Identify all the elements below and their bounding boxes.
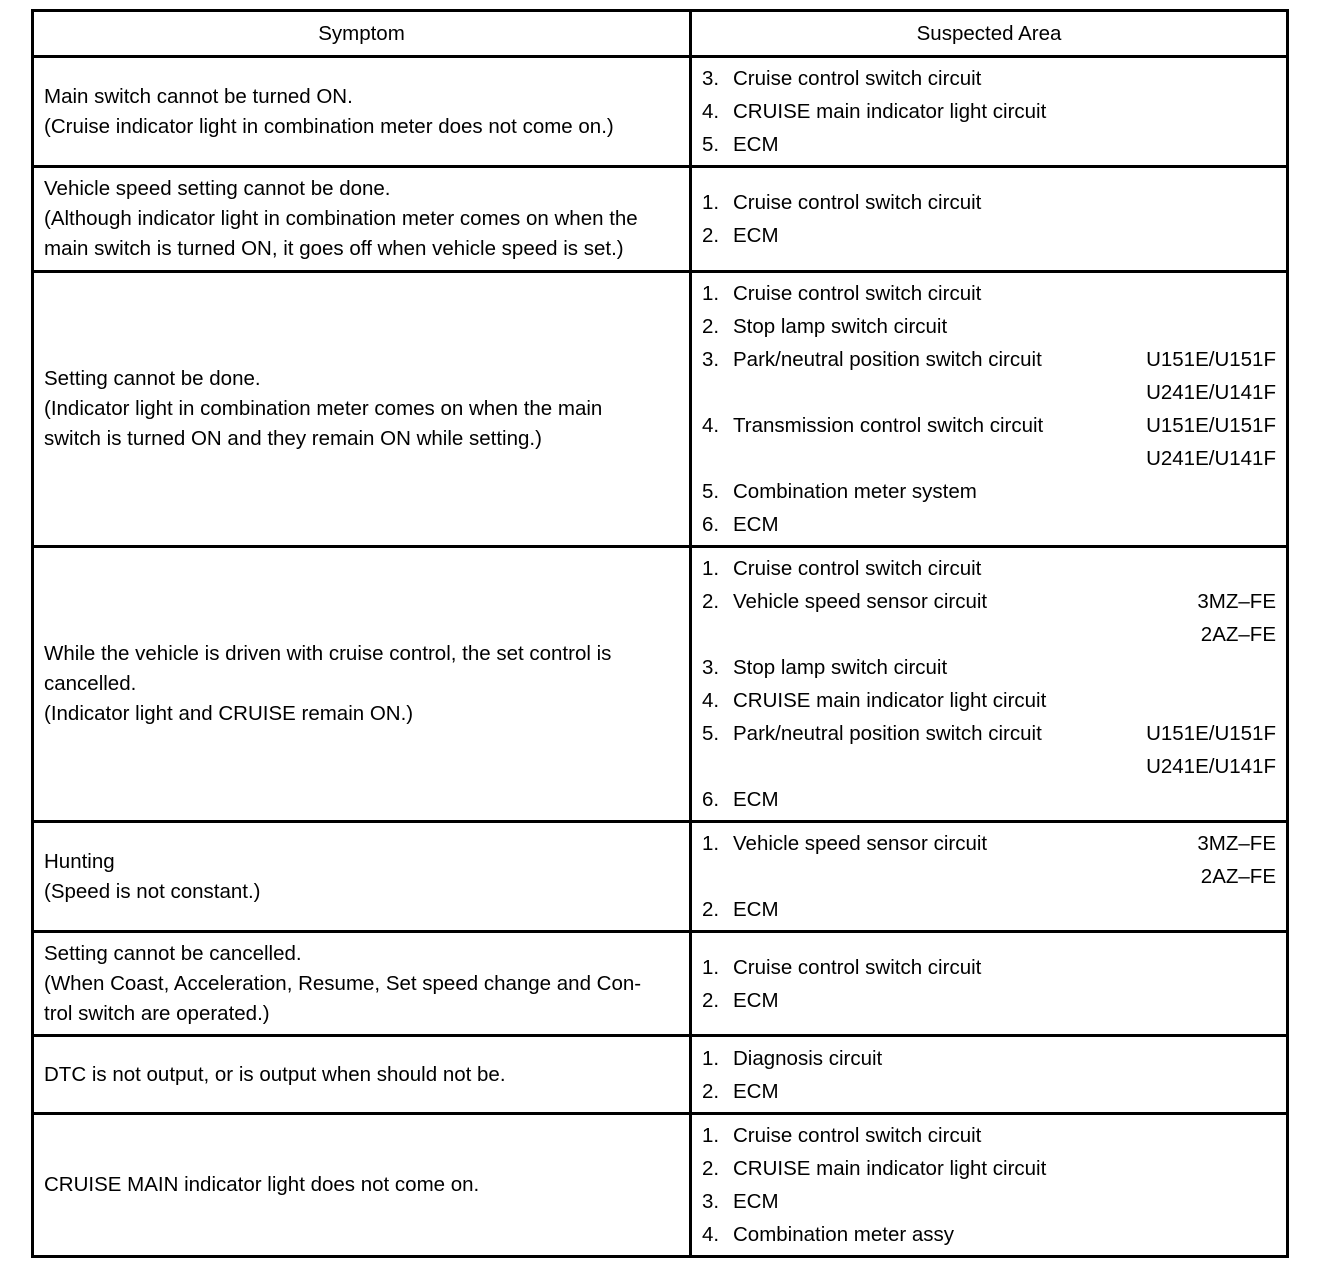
item-number: 6. (702, 788, 720, 811)
item-text: CRUISE main indicator light circuit (733, 1157, 1047, 1180)
item-number: 2. (702, 898, 720, 921)
symptom-text: cancelled. (44, 672, 137, 695)
suspected-area-item (702, 585, 1276, 618)
symptom-text: Vehicle speed setting cannot be done. (44, 177, 391, 200)
item-text: Stop lamp switch circuit (733, 315, 948, 338)
symptom-text: main switch is turned ON, it goes off when vehicle speed is set.) (44, 237, 624, 260)
suspected-area-item (702, 219, 1276, 252)
item-text: ECM (733, 788, 779, 811)
suspected-area-item (702, 277, 1276, 310)
header-symptom: Symptom (34, 12, 692, 55)
model-code: U151E/U151F (1146, 722, 1276, 745)
symptom-cell (34, 823, 692, 930)
symptom-text: trol switch are operated.) (44, 1001, 270, 1025)
symptom-cell (34, 548, 692, 820)
item-number: 2. (702, 224, 720, 247)
suspected-area-cell (692, 1115, 1286, 1255)
item-number: 4. (702, 414, 720, 437)
item-number: 5. (702, 133, 720, 156)
symptom-text: While the vehicle is driven with cruise control, the set control is (44, 642, 612, 665)
table-row (34, 270, 1286, 545)
model-code: U241E/U141F (1146, 447, 1276, 470)
symptom-text: Hunting (44, 849, 115, 873)
item-number: 1. (702, 1046, 720, 1070)
suspected-area-item (702, 552, 1276, 585)
item-number: 1. (702, 955, 720, 979)
suspected-area-item (702, 95, 1276, 128)
symptom-cell (34, 58, 692, 165)
symptom-text: Setting cannot be done. (44, 367, 261, 390)
table-row (34, 1112, 1286, 1255)
suspected-area-item (702, 508, 1276, 541)
symptom-text: CRUISE MAIN indicator light does not come on. (44, 1173, 480, 1196)
item-number: 4. (702, 689, 720, 712)
item-number: 3. (702, 656, 720, 679)
item-number: 2. (702, 1157, 720, 1180)
suspected-area-item (702, 783, 1276, 816)
suspected-area-item (702, 409, 1276, 442)
item-number: 4. (702, 1223, 720, 1246)
item-text: CRUISE main indicator light circuit (733, 100, 1047, 123)
suspected-area-item (702, 186, 1276, 219)
suspected-area-item (702, 684, 1276, 717)
suspected-area-cell (692, 933, 1286, 1034)
table-row (34, 1034, 1286, 1112)
model-code: U151E/U151F (1146, 414, 1276, 437)
item-text: ECM (733, 898, 779, 921)
symptom-text: Main switch cannot be turned ON. (44, 84, 353, 108)
suspected-area-cell (692, 58, 1286, 165)
suspected-area-item (702, 984, 1276, 1017)
symptom-text: (Speed is not constant.) (44, 879, 261, 903)
symptom-cell (34, 168, 692, 270)
suspected-area-cell (692, 548, 1286, 820)
symptom-cell (34, 273, 692, 545)
item-number: 1. (702, 191, 720, 214)
suspected-area-cell (692, 273, 1286, 545)
symptom-cell (34, 1115, 692, 1255)
item-number: 6. (702, 513, 720, 536)
item-number: 1. (702, 832, 720, 855)
table-row (34, 820, 1286, 930)
item-text: ECM (733, 224, 779, 247)
item-text: Cruise control switch circuit (733, 955, 982, 979)
symptom-text: (When Coast, Acceleration, Resume, Set speed change and Con- (44, 971, 642, 995)
item-text: Cruise control switch circuit (733, 557, 982, 580)
suspected-area-item (702, 893, 1276, 926)
suspected-area-cell (692, 823, 1286, 930)
symptom-cell (34, 933, 692, 1034)
item-text: Vehicle speed sensor circuit (733, 590, 988, 613)
model-code: 3MZ–FE (1197, 590, 1276, 613)
item-text: Transmission control switch circuit (733, 414, 1044, 437)
item-text: ECM (733, 513, 779, 536)
model-code: 2AZ–FE (1200, 623, 1276, 646)
table-row (34, 545, 1286, 820)
item-text: Cruise control switch circuit (733, 67, 982, 90)
symptom-text: (Indicator light and CRUISE remain ON.) (44, 702, 414, 725)
item-number: 5. (702, 480, 720, 503)
table-row (34, 55, 1286, 165)
item-number: 2. (702, 315, 720, 338)
model-code: 2AZ–FE (1200, 865, 1276, 888)
item-text: Diagnosis circuit (733, 1046, 883, 1070)
suspected-area-item (702, 1075, 1276, 1108)
item-text: Combination meter assy (733, 1223, 955, 1246)
suspected-area-item (702, 310, 1276, 343)
suspected-area-item (702, 1185, 1276, 1218)
item-number: 2. (702, 988, 720, 1012)
item-text: Cruise control switch circuit (733, 191, 982, 214)
suspected-area-item (702, 717, 1276, 750)
item-text: ECM (733, 1079, 779, 1103)
symptom-text: Setting cannot be cancelled. (44, 941, 302, 965)
item-text: ECM (733, 133, 779, 156)
model-code: U241E/U141F (1146, 381, 1276, 404)
symptom-text: switch is turned ON and they remain ON while setting.) (44, 427, 542, 450)
item-text: Combination meter system (733, 480, 977, 503)
suspected-area-item (702, 62, 1276, 95)
suspected-area-item (702, 1119, 1276, 1152)
item-number: 5. (702, 722, 720, 745)
item-text: Park/neutral position switch circuit (733, 722, 1042, 745)
symptom-cell (34, 1037, 692, 1112)
symptom-text: (Cruise indicator light in combination meter does not come on.) (44, 114, 614, 138)
suspected-area-cell (692, 168, 1286, 270)
item-number: 4. (702, 100, 720, 123)
item-text: ECM (733, 1190, 779, 1213)
symptom-text: (Indicator light in combination meter comes on when the main (44, 397, 603, 420)
model-code: U241E/U141F (1146, 755, 1276, 778)
item-text: Park/neutral position switch circuit (733, 348, 1042, 371)
table-row (34, 930, 1286, 1034)
suspected-area-item (702, 128, 1276, 161)
item-number: 1. (702, 1124, 720, 1147)
item-number: 3. (702, 348, 720, 371)
symptom-text: (Although indicator light in combination meter comes on when the (44, 207, 638, 230)
suspected-area-item (702, 343, 1276, 376)
item-number: 3. (702, 67, 720, 90)
model-code: 3MZ–FE (1197, 832, 1276, 855)
suspected-area-item (702, 651, 1276, 684)
suspected-area-item (702, 475, 1276, 508)
header-suspected-area: Suspected Area (916, 22, 1062, 45)
item-text: CRUISE main indicator light circuit (733, 689, 1047, 712)
item-text: Cruise control switch circuit (733, 282, 982, 305)
item-number: 1. (702, 282, 720, 305)
item-text: ECM (733, 988, 779, 1012)
suspected-area-item (702, 1042, 1276, 1075)
item-text: Cruise control switch circuit (733, 1124, 982, 1147)
suspected-area-item (702, 1218, 1276, 1251)
item-text: Stop lamp switch circuit (733, 656, 948, 679)
item-text: Vehicle speed sensor circuit (733, 832, 988, 855)
troubleshooting-table (31, 9, 1289, 1258)
item-number: 1. (702, 557, 720, 580)
table-row (34, 165, 1286, 270)
symptom-text: DTC is not output, or is output when should not be. (44, 1062, 506, 1086)
suspected-area-item (702, 951, 1276, 984)
table-header-row (34, 12, 1286, 55)
item-number: 2. (702, 1079, 720, 1103)
suspected-area-item (702, 827, 1276, 860)
suspected-area-cell (692, 1037, 1286, 1112)
suspected-area-item (702, 1152, 1276, 1185)
item-number: 3. (702, 1190, 720, 1213)
item-number: 2. (702, 590, 720, 613)
model-code: U151E/U151F (1146, 348, 1276, 371)
